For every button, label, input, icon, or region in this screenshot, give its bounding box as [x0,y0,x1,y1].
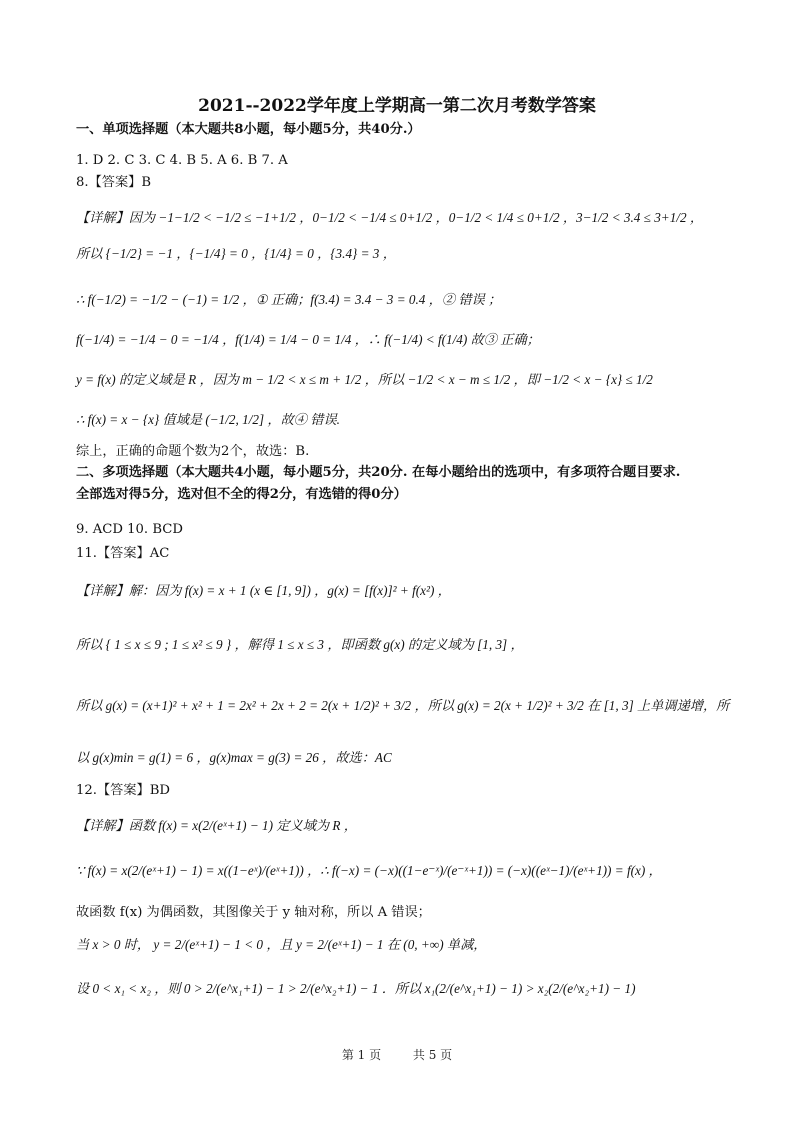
q8-detail-line-5: y = f(x) 的定义域是 R ，因为 m − 1/2 < x ≤ m + 1/2 ，所以 −1/2 < x − m ≤ 1/2 ，即 −1/2 < x − {x} ≤ 1/2 [76,372,653,387]
q12-detail-line-4: 当 x > 0 时， y = 2/(eˣ+1) − 1 < 0 ，且 y = 2/(eˣ+1) − 1 在 (0, +∞) 单减， [76,937,487,952]
section1-heading: 一、单项选择题（本大题共8小题，每小题5分，共40分.） [76,122,421,137]
page-footer [0,1046,794,1063]
section2-heading-line-1: 二、多项选择题（本大题共4小题，每小题5分，共20分. 在每小题给出的选项中，有多项符合题目要求. [76,465,681,480]
q8-detail-line-2: 所以 {−1/2} = −1 ，{−1/4} = 0 ，{1/4} = 0 ，{3.4} = 3 ， [76,246,396,261]
section2-answers: 9. ACD 10. BCD [76,522,183,537]
q11-detail-line-4: 以 g(x)min = g(1) = 6 ，g(x)max = g(3) = 26 ，故选：AC [76,750,392,765]
page-total: 共 5 页 [412,1048,453,1062]
q8-detail-line-6: ∴ f(x) = x − {x} 值域是 (−1/2, 1/2] ，故④ 错误. [76,412,340,427]
q12-detail-line-3: 故函数 f(x) 为偶函数，其图像关于 y 轴对称，所以 A 错误； [76,905,431,920]
q12-answer: 12.【答案】BD [76,783,170,798]
q12-detail-line-5: 设 0 < x₁ < x₂ ，则 0 > 2/(e^x₁+1) − 1 > 2/(e^x₂+1) − 1 ．所以 x₁(2/(e^x₁+1) − 1) > x₂(2/(e^x₂+1) − 1) [76,981,636,996]
q11-detail-line-2: 所以 { 1 ≤ x ≤ 9 ; 1 ≤ x² ≤ 9 } ，解得 1 ≤ x ≤ 3 ，即函数 g(x) 的定义域为 [1, 3] ， [76,637,524,652]
section2-heading-line-2: 全部选对得5分，选对但不全的得2分，有选错的得0分） [76,487,407,502]
section1-answers: 1. D 2. C 3. C 4. B 5. A 6. B 7. A [76,153,288,168]
page-number: 第 1 页 [341,1048,382,1062]
q11-answer: 11.【答案】AC [76,546,170,561]
q8-detail-line-4: f(−1/4) = −1/4 − 0 = −1/4 ，f(1/4) = 1/4 − 0 = 1/4 ，∴ f(−1/4) < f(1/4) 故③ 正确； [76,332,540,347]
q11-detail-line-1: 【详解】解：因为 f(x) = x + 1 (x ∈ [1, 9]) ，g(x) = [f(x)]² + f(x²) ， [76,583,451,598]
q8-detail-line-3: ∴ f(−1/2) = −1/2 − (−1) = 1/2 ，① 正确；f(3.4) = 3.4 − 3 = 0.4 ，② 错误 ； [76,292,502,307]
q12-detail-line-2: ∵ f(x) = x(2/(eˣ+1) − 1) = x((1−eˣ)/(eˣ+1)) ，∴ f(−x) = (−x)((1−e⁻ˣ)/(e⁻ˣ+1)) = (−x)((eˣ−1)/(eˣ+1)) = f(x) ， [76,863,662,878]
q11-detail-line-3: 所以 g(x) = (x+1)² + x² + 1 = 2x² + 2x + 2 = 2(x + 1/2)² + 3/2 ，所以 g(x) = 2(x + 1/2)² + 3/2 在 [1, 3] 上单调递增，所 [76,698,730,713]
q12-detail-line-1: 【详解】函数 f(x) = x(2/(eˣ+1) − 1) 定义域为 R ， [76,818,357,833]
q8-conclusion: 综上，正确的命题个数为2个，故选：B. [76,444,310,459]
q8-detail-line-1: 【详解】因为 −1−1/2 < −1/2 ≤ −1+1/2 ，0−1/2 < −1/4 ≤ 0+1/2 ，0−1/2 < 1/4 ≤ 0+1/2 ，3−1/2 < 3.4 ≤ 3+1/2 ， [76,210,704,225]
q8-answer: 8.【答案】B [76,175,152,190]
page-title: 2021--2022学年度上学期高一第二次月考数学答案 [198,96,596,116]
